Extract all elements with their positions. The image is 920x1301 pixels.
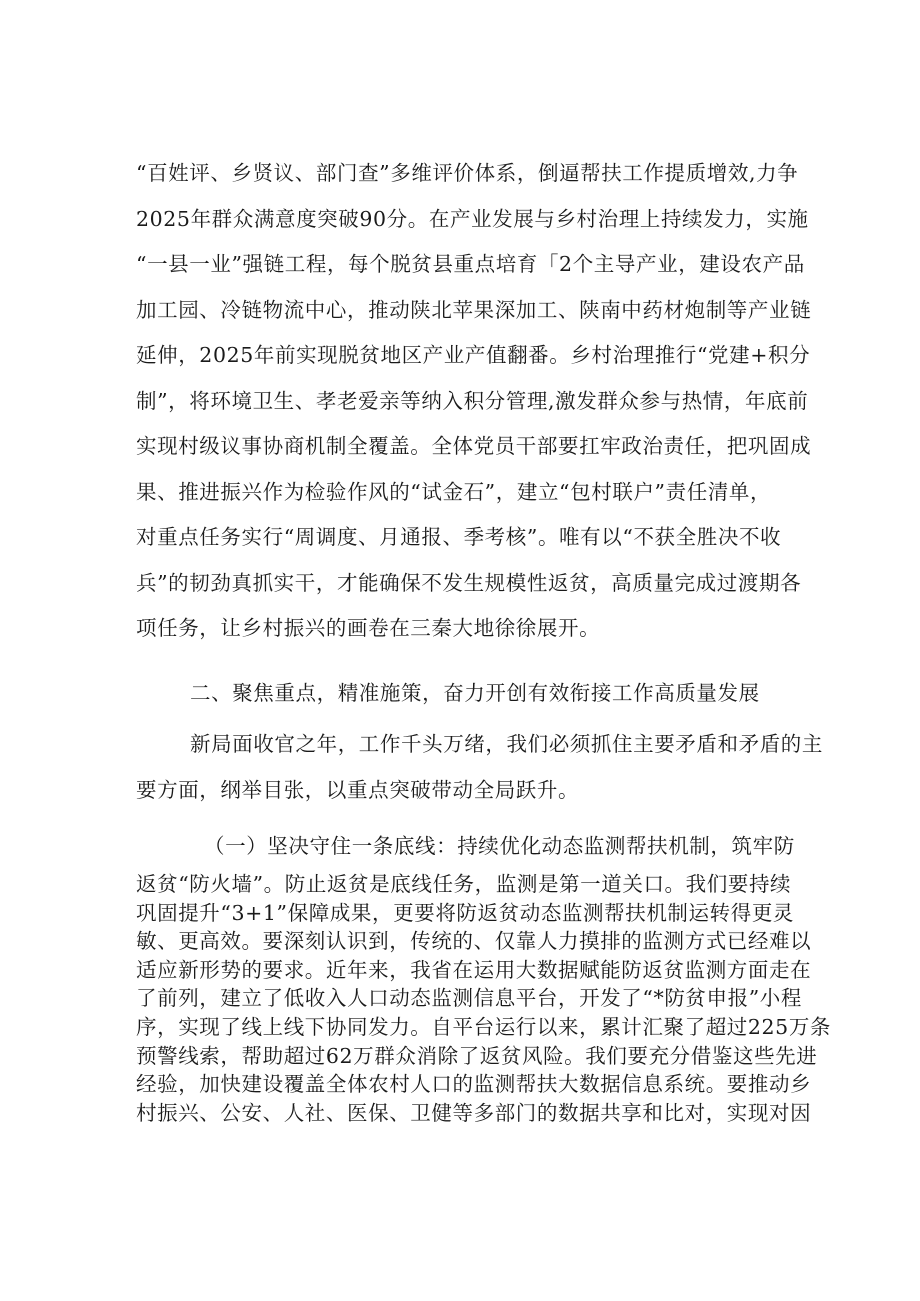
text-line: 了前列，建立了低收入人口动态监测信息平台，开发了“*防贫申报”小程: [136, 986, 803, 1011]
paragraph-rural-governance: [136, 151, 812, 652]
section-heading-text: 二、聚焦重点，精准施策，奋力开创有效衔接工作高质量发展: [190, 681, 760, 705]
paragraph-monitoring: [136, 870, 832, 1127]
text-line: 新局面收官之年，工作千头万绪，我们必须抓住主要矛盾和矛盾的主: [190, 732, 823, 756]
text-line: 返贫“防火墙”。防止返贫是底线任务，监测是第一道关口。我们要持续: [136, 872, 792, 896]
text-line: 项任务，让乡村振兴的画卷在三秦大地徐徐展开。: [136, 616, 601, 640]
text-line: 巩固提升“3+1”保障成果，更要将防返贫动态监测帮扶机制运转得更灵: [136, 900, 795, 925]
text-line: 延伸，2025年前实现脱贫地区产业产值翻番。乡村治理推行“党建+积分: [136, 343, 811, 367]
text-line: 制”，将环境卫生、孝老爱亲等纳入积分管理,激发群众参与热情，年底前: [136, 388, 809, 413]
text-line: 序，实现了线上线下协同发力。自平台运行以来，累计汇聚了超过225万条: [136, 1014, 832, 1039]
text-line: 对重点任务实行“周调度、月通报、季考核”。唯有以“不获全胜决不收: [136, 525, 782, 549]
text-line: 加工园、冷链物流中心，推动陕北苹果深加工、陕南中药材炮制等产业链: [136, 297, 812, 322]
subsection-heading: [136, 824, 796, 870]
text-line: 敏、更高效。要深刻认识到，传统的、仅靠人力摸排的监测方式已经难以: [136, 929, 812, 954]
text-line: 兵”的韧劲真抓实干，才能确保不发生规模性返贫，高质量完成过渡期各: [136, 570, 802, 595]
text-line: 经验，加快建设覆盖全体农村人口的监测帮扶大数据信息系统。要推动乡: [136, 1072, 812, 1097]
text-line: 实现村级议事协商机制全覆盖。全体党员干部要扛牢政治责任，把巩固成: [136, 434, 812, 458]
text-line: 2025年群众满意度突破90分。在产业发展与乡村治理上持续发力，实施: [136, 206, 809, 231]
text-line: “百姓评、乡贤议、部门查”多维评价体系，倒逼帮扶工作提质增效,力争: [136, 161, 799, 185]
subsection-heading-text: （一）坚决守住一条底线：持续优化动态监测帮扶机制，筑牢防: [204, 834, 795, 858]
text-line: “一县一业”强链工程，每个脱贫县重点培育「2个主导产业，建设农产品: [136, 252, 805, 276]
section-heading: [136, 671, 796, 717]
text-line: 果、推进振兴作为检验作风的“试金石”，建立“包村联户”责任清单，: [136, 479, 772, 504]
paragraph-key-focus: [136, 722, 823, 813]
text-line: 村振兴、公安、人社、医保、卫健等多部门的数据共享和比对，实现对因: [136, 1100, 812, 1125]
text-line: 适应新形势的要求。近年来，我省在运用大数据赋能防返贫监测方面走在: [136, 957, 812, 982]
text-line: 预警线索，帮助超过62万群众消除了返贫风险。我们要充分借鉴这些先进: [136, 1043, 818, 1068]
text-line: 要方面，纲举目张，以重点突破带动全局跃升。: [136, 777, 580, 802]
